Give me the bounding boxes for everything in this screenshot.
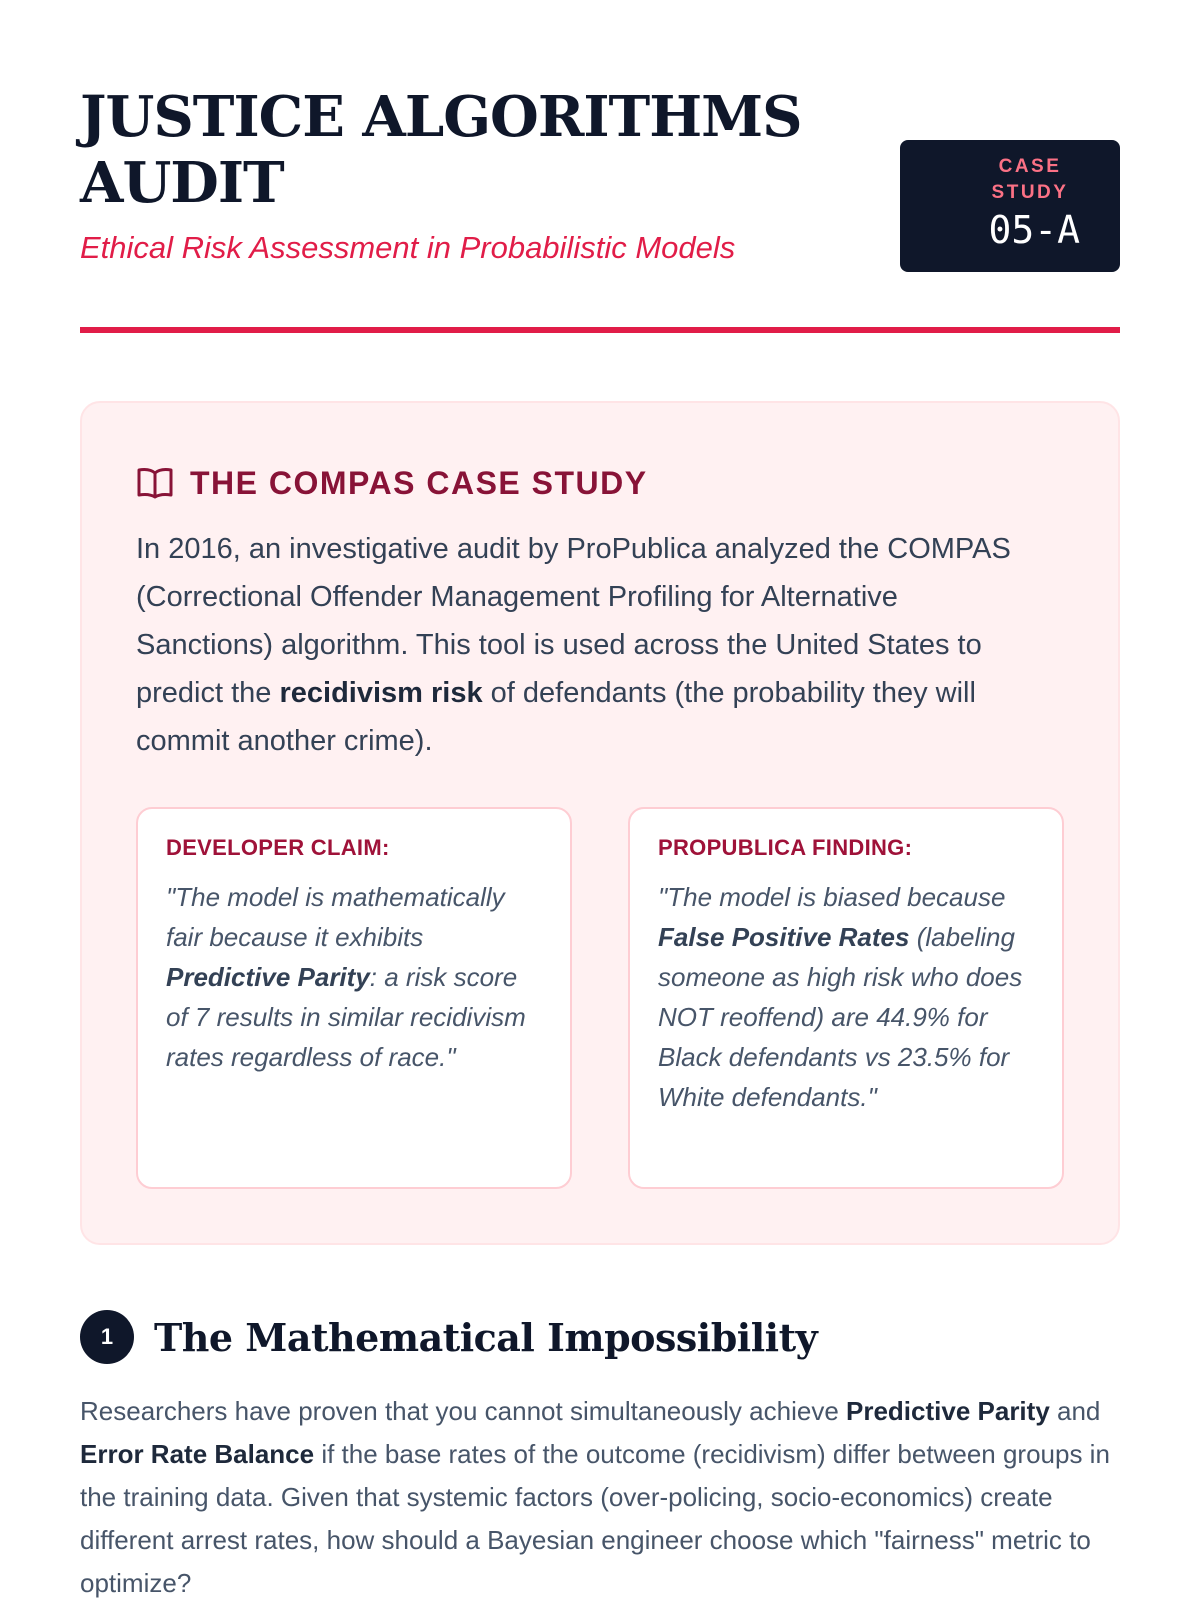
case-body-emphasis: recidivism risk [279,677,483,709]
section-emphasis: Predictive Parity [846,1396,1050,1426]
section-body-text: and [1049,1396,1101,1426]
page-subtitle: Ethical Risk Assessment in Probabilistic Models [80,230,736,265]
claim-emphasis: Predictive Parity [166,962,370,992]
propublica-finding-card [628,807,1064,1189]
claim-text-part: "The model is mathematically fair because it exhibits [166,882,505,952]
claim-text-part: "The model is biased because [658,882,1006,912]
claim-emphasis: False Positive Rates [658,922,910,952]
case-body-text: of defendants (the probability they will commit another crime). [136,677,976,757]
developer-claim-label: DEVELOPER CLAIM: [166,835,390,860]
claim-text-part: (labeling someone as high risk who does NOT reoffend) are 44.9% for Black defendants vs 23.5% for White defendants." [658,922,1023,1112]
badge-value: 05-A [988,208,1080,252]
header [80,84,1120,284]
section-body-text: Researchers have proven that you cannot simultaneously achieve [80,1396,846,1426]
section-body-text: if the base rates of the outcome (recidivism) differ between groups in the training data. Given that systemic factors (over-policing, socio-economics) create different arrest rates, how should a Bayesian engineer choose which "fairness" metric to optimize? [80,1439,1110,1598]
section-number-badge: 1 [80,1310,134,1364]
developer-claim-card [136,807,572,1189]
case-study-body [136,525,1036,765]
case-study-card [80,401,1120,1245]
page-title: JUSTICE ALGORITHMS AUDIT [80,84,802,216]
badge-label: CASE STUDY [991,156,1069,203]
section-title: The Mathematical Impossibility [154,1314,818,1360]
case-study-badge [900,140,1120,272]
case-study-heading [136,463,648,503]
section-1-heading [80,1310,817,1364]
section-emphasis: Error Rate Balance [80,1439,315,1469]
propublica-finding-text [658,877,1036,1117]
section-1-body [80,1390,1120,1605]
book-open-icon [136,466,174,500]
propublica-finding-label: PROPUBLICA FINDING: [658,835,913,860]
case-body-text: In 2016, an investigative audit by ProPublica analyzed the COMPAS (Correctional Offender Management Profiling for Alternative Sanctions) algorithm. This tool is used across the United States to predict the [136,533,1011,709]
claim-text-part: : a risk score of 7 results in similar recidivism rates regardless of race." [166,962,526,1072]
header-divider [80,327,1120,333]
developer-claim-text [166,877,544,1077]
case-study-title: THE COMPAS CASE STUDY [190,464,648,501]
